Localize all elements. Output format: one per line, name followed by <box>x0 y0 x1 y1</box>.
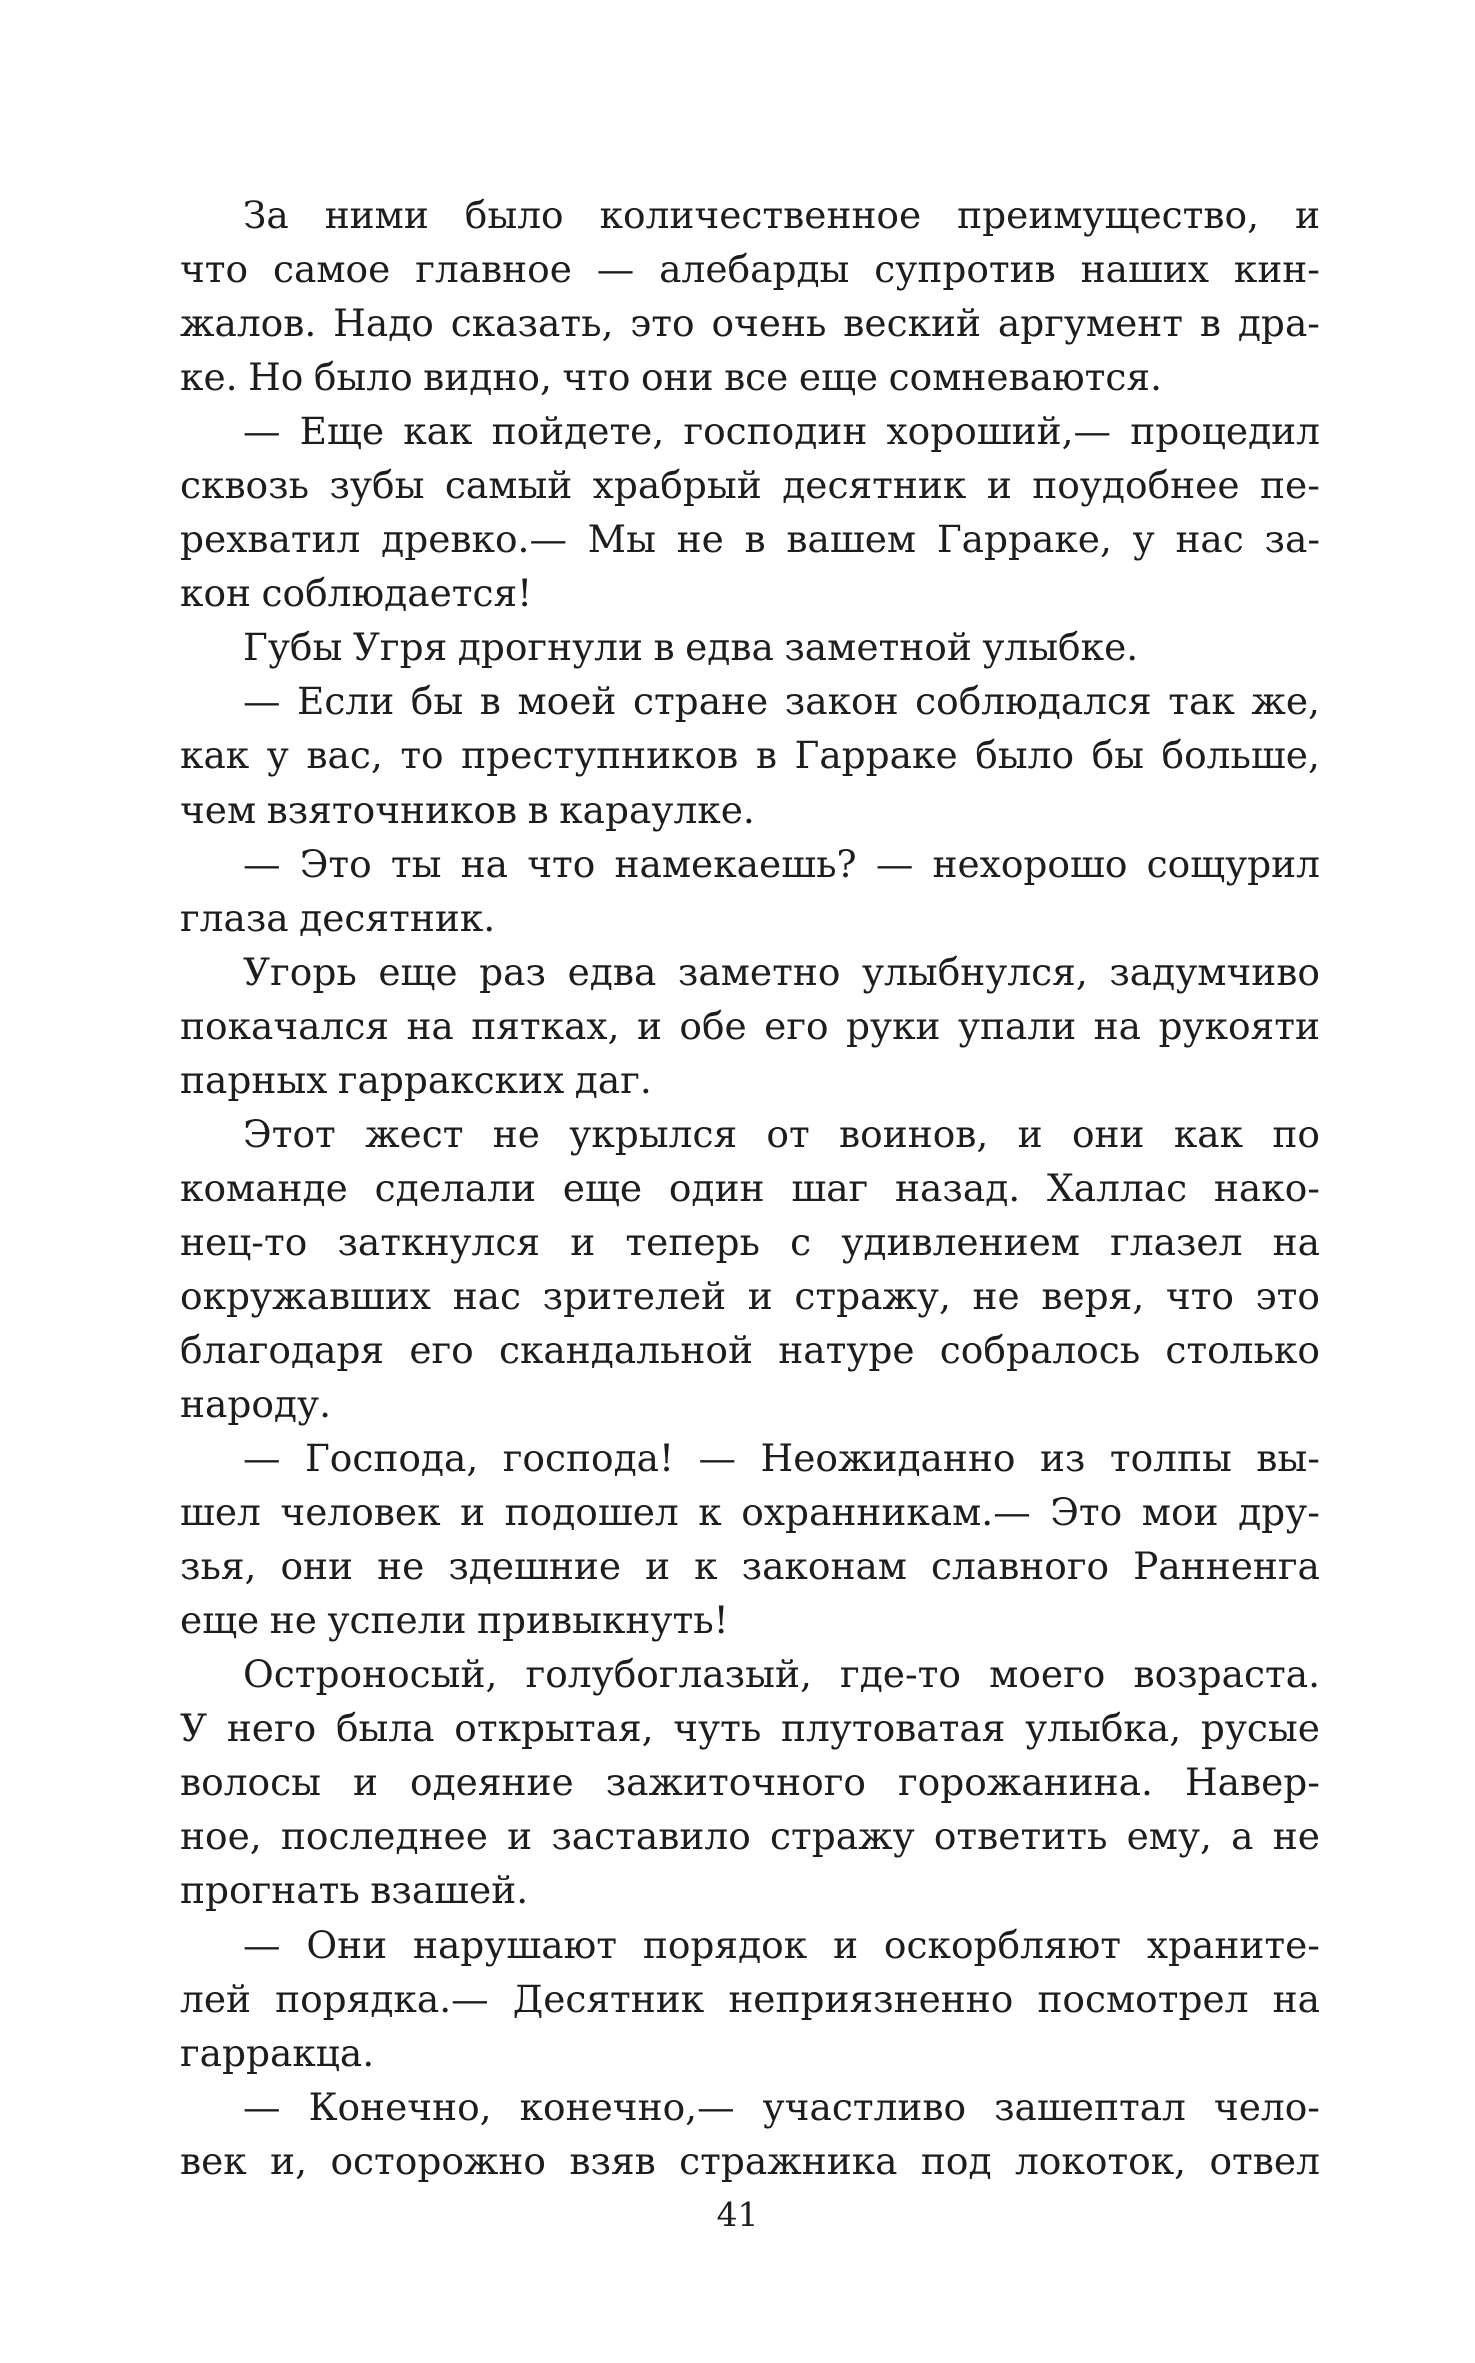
word: Это <box>299 841 372 886</box>
word: конечно,— <box>519 2084 735 2129</box>
word: чело- <box>1213 2084 1320 2129</box>
word: не <box>269 1598 317 1643</box>
word: У <box>180 1706 208 1751</box>
word: локоток, <box>1014 2138 1187 2183</box>
word: теперь <box>625 1219 760 1264</box>
word: народу. <box>180 1382 332 1427</box>
word: скандальной <box>498 1327 753 1372</box>
word: Еще <box>299 409 385 454</box>
word: Мы <box>587 517 656 562</box>
word: нарушают <box>412 1922 617 1967</box>
word: век <box>180 2138 247 2183</box>
word: закон <box>784 679 899 724</box>
word: древко.— <box>381 517 567 562</box>
word: зубы <box>329 463 425 508</box>
word: законам <box>741 1544 907 1589</box>
text-line <box>180 891 1320 945</box>
word: Халлас <box>1047 1165 1188 1210</box>
word: удивлением <box>841 1219 1080 1264</box>
word: на <box>460 841 509 886</box>
word: парных <box>180 1057 328 1102</box>
word: укрылся <box>569 1111 738 1156</box>
word: и <box>1017 1111 1043 1156</box>
word: и <box>645 1544 671 1589</box>
word: господа! <box>502 1436 675 1481</box>
word: оскорбляют <box>883 1922 1121 1967</box>
word: еще <box>798 355 879 400</box>
word: порядок <box>642 1922 808 1967</box>
word: стражу, <box>794 1273 951 1318</box>
text-line <box>180 1918 1320 1972</box>
word: все <box>724 355 789 400</box>
word: — <box>243 1922 281 1967</box>
text-line <box>180 1701 1320 1755</box>
word: Губы <box>243 625 343 670</box>
word: так <box>1168 679 1235 724</box>
word: то <box>400 733 444 778</box>
word: и <box>570 1219 596 1264</box>
word: осторожно <box>330 2138 547 2183</box>
word: стражника <box>679 2138 898 2183</box>
word: наших <box>1080 247 1209 292</box>
word: же, <box>1251 679 1320 724</box>
word: стражу <box>769 1814 915 1859</box>
word: рукояти <box>1158 1003 1320 1048</box>
word: от <box>766 1111 810 1156</box>
word: пятках, <box>471 1003 620 1048</box>
word: — <box>698 1436 737 1481</box>
word: в <box>527 787 549 832</box>
word: Угря <box>352 625 448 670</box>
text-line <box>180 1539 1320 1593</box>
word: они <box>280 1544 354 1589</box>
word: у <box>266 733 289 778</box>
word: они <box>1071 1111 1145 1156</box>
word: дрогнули <box>457 625 643 670</box>
word: пе- <box>1260 463 1320 508</box>
word: было <box>464 193 564 237</box>
word: сказать, <box>450 301 614 346</box>
text-line <box>180 242 1320 296</box>
word: Господа, <box>304 1436 479 1481</box>
word: его <box>409 1327 474 1372</box>
word: плутоватая <box>780 1706 1006 1751</box>
word: и <box>460 1490 486 1535</box>
word: за- <box>1264 517 1320 562</box>
word: к <box>694 1544 718 1589</box>
word: под <box>920 2138 992 2183</box>
word: одеяние <box>410 1760 574 1805</box>
word: За <box>243 193 289 237</box>
word: шаг <box>791 1165 869 1210</box>
word: намекаешь? <box>614 841 857 886</box>
text-line <box>180 2026 1320 2080</box>
word: еще <box>562 1165 643 1210</box>
word: неприязненно <box>728 1976 1014 2021</box>
word: лей <box>180 1976 252 2021</box>
word: главное <box>415 247 572 292</box>
word: моей <box>517 679 617 724</box>
word: Но <box>248 355 304 400</box>
word: нехорошо <box>932 841 1128 886</box>
word: сделали <box>374 1165 536 1210</box>
word: кин- <box>1233 247 1320 292</box>
word: взяточников <box>266 787 518 832</box>
word: хранитe- <box>1146 1922 1320 1967</box>
word: посмотрел <box>1037 1976 1249 2021</box>
word: упали <box>957 1003 1077 1048</box>
word: бы <box>410 679 464 724</box>
text-line <box>180 1863 1320 1917</box>
text-line <box>180 1647 1320 1701</box>
word: и <box>986 463 1012 508</box>
word: соблюдается! <box>261 571 533 616</box>
word: у <box>1132 517 1155 562</box>
word: мои <box>1141 1490 1219 1535</box>
word: зажиточного <box>605 1760 866 1805</box>
word: по <box>1272 1111 1320 1156</box>
word: глаза <box>180 895 289 940</box>
word: собралось <box>939 1327 1141 1372</box>
word: жест <box>365 1111 464 1156</box>
text-line <box>180 1053 1320 1107</box>
word: русые <box>1200 1706 1320 1751</box>
text-line <box>180 1269 1320 1323</box>
word: еще <box>180 1598 260 1643</box>
word: что <box>180 247 249 292</box>
word: привыкнуть! <box>477 1598 729 1643</box>
word: заметно <box>677 949 841 994</box>
word: самый <box>444 463 573 508</box>
word: караулке. <box>559 787 755 832</box>
word: вашем <box>786 517 917 562</box>
word: гарракца. <box>180 2030 375 2075</box>
word: улыбке. <box>982 625 1139 670</box>
text-line <box>180 350 1320 404</box>
word: веский <box>843 301 981 346</box>
word: нас <box>452 1273 522 1318</box>
word: рехватил <box>180 517 361 562</box>
word: на <box>1272 1976 1320 2021</box>
word: голубоглазый, <box>525 1652 812 1697</box>
word: зрителей <box>542 1273 727 1318</box>
word: окружавших <box>180 1273 432 1318</box>
word: дру- <box>1238 1490 1320 1535</box>
text-line <box>180 296 1320 350</box>
word: и <box>1294 193 1320 237</box>
text-line <box>180 458 1320 512</box>
word: него <box>226 1706 317 1751</box>
word: Остроносый, <box>243 1652 498 1697</box>
text-line <box>180 512 1320 566</box>
word: сощурил <box>1146 841 1320 886</box>
word: — <box>243 1436 281 1481</box>
word: чуть <box>673 1706 762 1751</box>
word: нако- <box>1213 1165 1320 1210</box>
word: не <box>1272 1814 1320 1859</box>
word: — <box>243 679 281 724</box>
text-line <box>180 2080 1320 2134</box>
text-line <box>180 404 1320 458</box>
word: что <box>1165 1273 1234 1318</box>
word: едва <box>567 949 657 994</box>
text-line <box>180 1377 1320 1431</box>
word: воинов, <box>839 1111 989 1156</box>
word: процедил <box>1130 409 1320 454</box>
word: в <box>744 517 766 562</box>
text-line <box>180 1809 1320 1863</box>
word: натуре <box>778 1327 915 1372</box>
word: не <box>676 517 724 562</box>
text-line <box>180 674 1320 728</box>
word: ное, <box>180 1814 262 1859</box>
word: на <box>406 1003 454 1048</box>
word: дра- <box>1237 301 1320 346</box>
word: открытая, <box>454 1706 654 1751</box>
word: и, <box>270 2138 308 2183</box>
word: нас <box>1175 517 1244 562</box>
word: господин <box>683 409 868 454</box>
word: десятник. <box>299 895 496 940</box>
word: это <box>1255 1273 1320 1318</box>
word: обе <box>679 1003 747 1048</box>
word: подошел <box>504 1490 679 1535</box>
word: задумчиво <box>1109 949 1320 994</box>
text-line <box>180 837 1320 891</box>
word: ними <box>324 193 429 237</box>
word: и <box>833 1922 859 1967</box>
word: как <box>403 409 473 454</box>
word: зашептал <box>994 2084 1186 2129</box>
text-line <box>180 620 1320 674</box>
word: прогнать <box>180 1868 360 1913</box>
text-line <box>180 1755 1320 1809</box>
word: раз <box>479 949 546 994</box>
word: зья, <box>180 1544 257 1589</box>
text-line <box>180 566 1320 620</box>
word: вас, <box>306 733 383 778</box>
word: его <box>764 1003 829 1048</box>
word: как <box>180 733 250 778</box>
word: в <box>479 679 501 724</box>
word: десятник <box>782 463 967 508</box>
word: не <box>377 1544 425 1589</box>
page-number: 41 <box>716 2195 759 2234</box>
word: команде <box>180 1165 348 1210</box>
word: а <box>1231 1814 1254 1859</box>
text-line <box>180 1593 1320 1647</box>
word: заметной <box>784 625 972 670</box>
word: Гарраке <box>794 733 958 778</box>
word: и <box>747 1273 773 1318</box>
word: хороший,— <box>886 409 1112 454</box>
word: не <box>972 1273 1020 1318</box>
word: что <box>527 841 596 886</box>
word: Неожиданно <box>760 1436 1016 1481</box>
word: порядка.— <box>275 1976 489 2021</box>
word: еще <box>378 949 458 994</box>
word: из <box>1039 1436 1086 1481</box>
word: это <box>630 301 695 346</box>
word: возраста. <box>1133 1652 1320 1697</box>
word: горожанина. <box>897 1760 1153 1805</box>
word: охранникам.— <box>741 1490 1031 1535</box>
text-line <box>180 188 1320 242</box>
word: — <box>243 2084 281 2129</box>
word: участливо <box>762 2084 967 2129</box>
word: Навер- <box>1184 1760 1320 1805</box>
word: человек <box>280 1490 441 1535</box>
word: с <box>790 1219 812 1264</box>
word: они <box>640 355 714 400</box>
word: видно, <box>423 355 552 400</box>
word: руки <box>846 1003 941 1048</box>
word: было <box>313 355 413 400</box>
word: гарракских <box>337 1057 565 1102</box>
word: — <box>243 409 281 454</box>
word: преступников <box>461 733 739 778</box>
word: здешние <box>448 1544 622 1589</box>
word: Надо <box>333 301 434 346</box>
word: моего <box>989 1652 1106 1697</box>
text-line <box>180 1323 1320 1377</box>
word: и <box>507 1814 533 1859</box>
word: — <box>596 247 635 292</box>
word: и <box>352 1760 378 1805</box>
text-line <box>180 1215 1320 1269</box>
word: нец-то <box>180 1219 308 1264</box>
word: глазел <box>1110 1219 1243 1264</box>
word: бы <box>1091 733 1144 778</box>
word: ему, <box>1126 1814 1212 1859</box>
word: заткнулся <box>337 1219 541 1264</box>
word: поудобнее <box>1032 463 1240 508</box>
word: толпы <box>1109 1436 1232 1481</box>
word: в <box>1199 301 1221 346</box>
word: отвел <box>1209 2138 1320 2183</box>
word: сквозь <box>180 463 309 508</box>
word: ты <box>390 841 442 886</box>
word: Ранненга <box>1133 1544 1320 1589</box>
word: ответить <box>933 1814 1108 1859</box>
word: в <box>653 625 675 670</box>
word: было <box>975 733 1075 778</box>
word: славного <box>931 1544 1110 1589</box>
word: столько <box>1165 1327 1320 1372</box>
word: супротив <box>874 247 1056 292</box>
word: храбрый <box>592 463 762 508</box>
word: ке. <box>180 355 238 400</box>
word: Угорь <box>243 949 357 994</box>
word: Конечно, <box>308 2084 492 2129</box>
word: соблюдался <box>915 679 1152 724</box>
word: на <box>1093 1003 1142 1048</box>
text-line <box>180 1161 1320 1215</box>
word: Гарраке, <box>936 517 1112 562</box>
word: как <box>1173 1111 1244 1156</box>
word: улыбнулся, <box>861 949 1088 994</box>
word: сомневаются. <box>888 355 1163 400</box>
word: количественное <box>599 193 922 237</box>
word: покачался <box>180 1003 389 1048</box>
word: волосы <box>180 1760 321 1805</box>
word: взашей. <box>370 1868 529 1913</box>
word: больше, <box>1161 733 1320 778</box>
word: последнее <box>280 1814 488 1859</box>
word: не <box>492 1111 540 1156</box>
word: назад. <box>895 1165 1021 1210</box>
word: стране <box>632 679 769 724</box>
word: на <box>1272 1219 1320 1264</box>
word: и <box>636 1003 662 1048</box>
word: где-то <box>840 1652 961 1697</box>
word: заставило <box>551 1814 751 1859</box>
word: Они <box>306 1922 388 1967</box>
word: алебарды <box>659 247 850 292</box>
word: — <box>243 841 281 886</box>
word: Если <box>297 679 395 724</box>
text-line <box>180 1485 1320 1539</box>
word: Этот <box>243 1111 336 1156</box>
text-line <box>180 2134 1320 2188</box>
body-text <box>180 188 1320 2188</box>
word: преимущество, <box>957 193 1259 237</box>
word: аргумент <box>997 301 1184 346</box>
word: шел <box>180 1490 261 1535</box>
word: кон <box>180 571 252 616</box>
word: пойдете, <box>491 409 665 454</box>
text-line <box>180 728 1320 782</box>
word: — <box>875 841 914 886</box>
text-line <box>180 1107 1320 1161</box>
text-line <box>180 999 1320 1053</box>
word: взяв <box>569 2138 656 2183</box>
word: даг. <box>574 1057 652 1102</box>
word: веря, <box>1041 1273 1145 1318</box>
word: чем <box>180 787 257 832</box>
text-line <box>180 1972 1320 2026</box>
word: успели <box>327 1598 467 1643</box>
word: едва <box>685 625 774 670</box>
word: улыбка, <box>1025 1706 1182 1751</box>
word: Это <box>1050 1490 1123 1535</box>
word: жалов. <box>180 301 317 346</box>
word: Десятник <box>512 1976 705 2021</box>
text-line <box>180 1431 1320 1485</box>
text-line <box>180 783 1320 837</box>
word: была <box>335 1706 435 1751</box>
word: один <box>668 1165 765 1210</box>
word: в <box>755 733 777 778</box>
word: очень <box>711 301 827 346</box>
word: самое <box>273 247 391 292</box>
word: что <box>562 355 631 400</box>
word: вы- <box>1256 1436 1320 1481</box>
word: к <box>698 1490 722 1535</box>
text-line <box>180 945 1320 999</box>
word: благодаря <box>180 1327 385 1372</box>
